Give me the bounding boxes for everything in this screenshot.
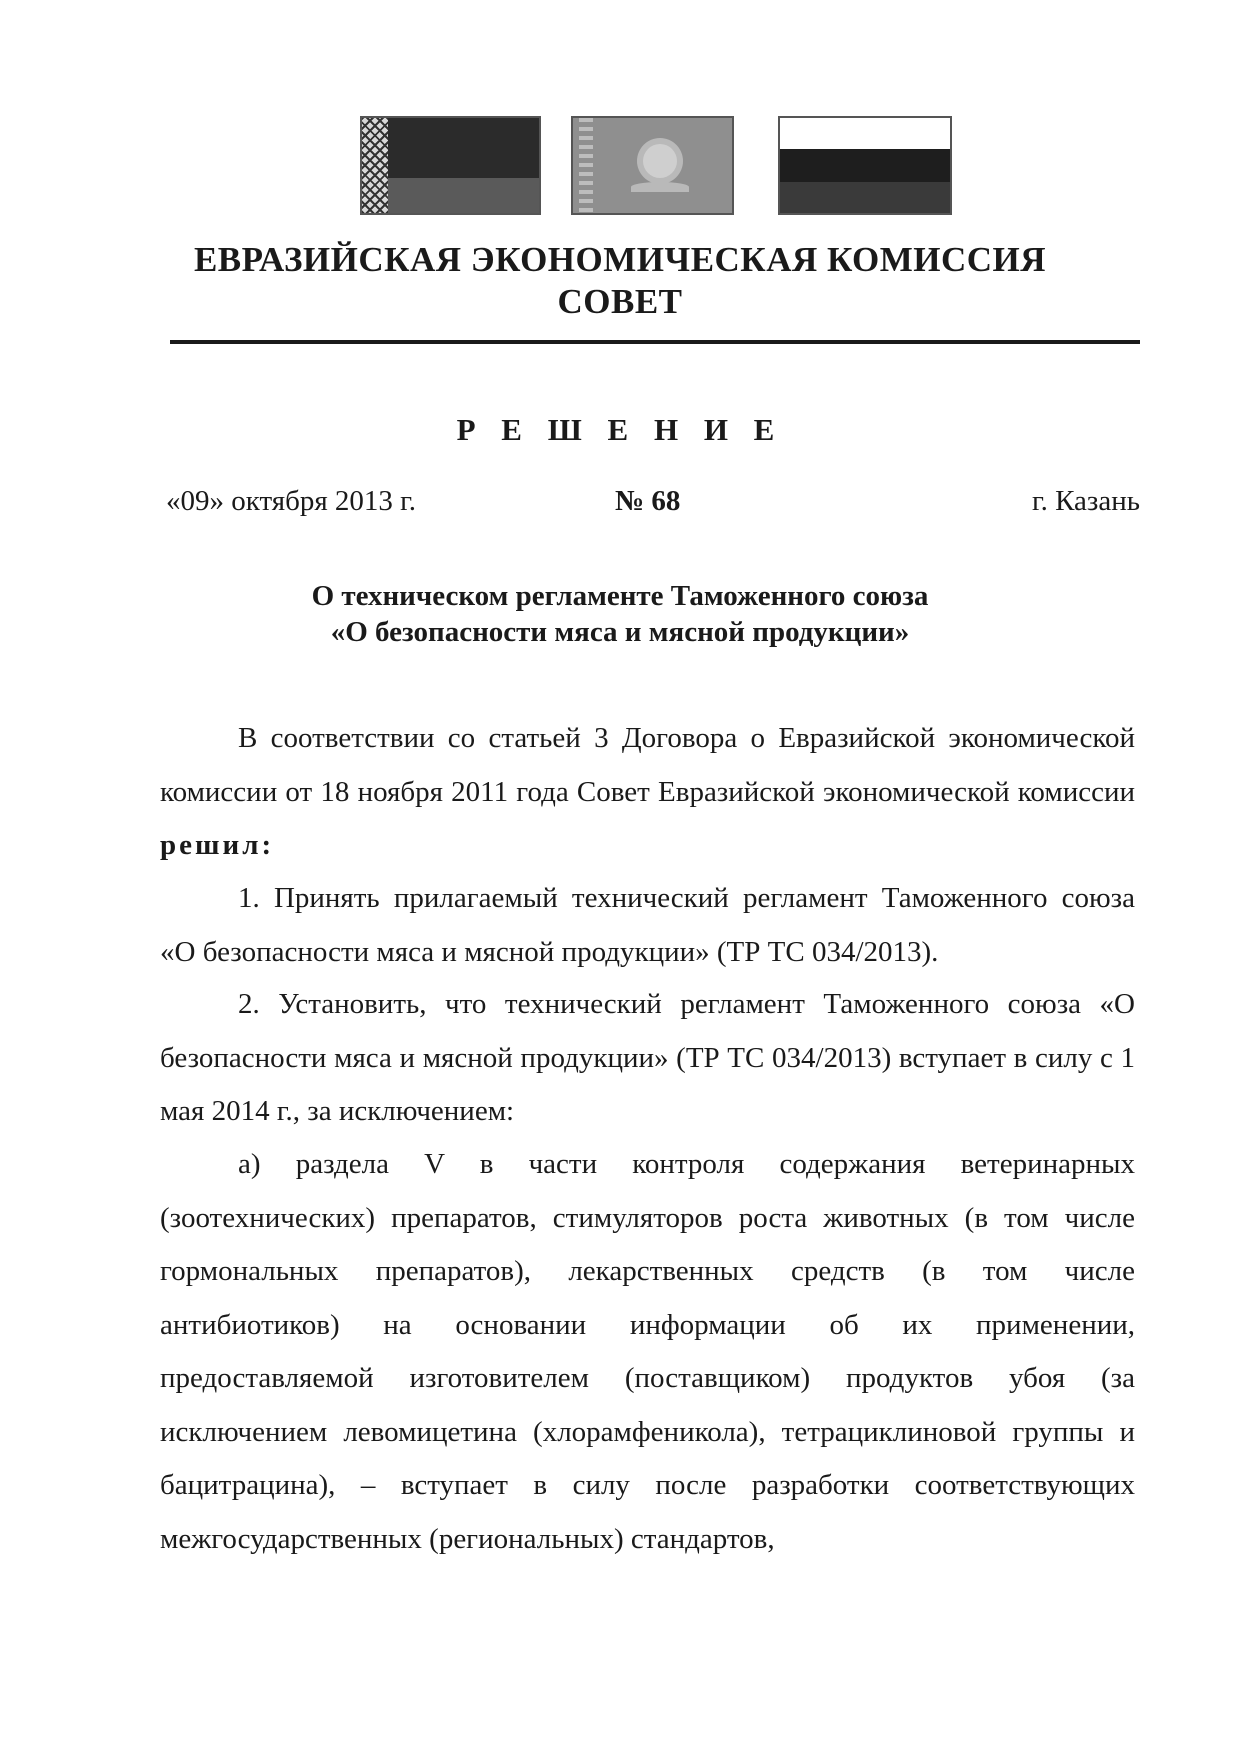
document-place: г. Казань xyxy=(1031,485,1140,517)
document-number: № 68 xyxy=(615,485,681,517)
russia-flag-icon xyxy=(778,116,952,215)
document-date: «09» октября 2013 г. xyxy=(166,485,417,517)
flags-row xyxy=(0,116,1240,216)
belarus-flag-icon xyxy=(360,116,541,215)
document-subject xyxy=(0,578,1240,650)
subject-line-1: О техническом регламенте Таможенного союза xyxy=(311,580,929,612)
organization-body: СОВЕТ xyxy=(557,282,683,321)
eagle-icon xyxy=(631,182,689,192)
preamble-paragraph xyxy=(160,712,1135,873)
item-2-paragraph: 2. Установить, что технический регламент Таможенного союза «О безопасности мяса и мясной продукции» (ТР ТС 034/2013) вступает в силу с 1 мая 2014 г., за исключением: xyxy=(160,988,1135,1127)
preamble-text: В соответствии со статьей 3 Договора о Евразийской экономической комиссии от 18 ноября 2011 года Совет Евразийской экономической комиссии xyxy=(160,722,1135,808)
document-type: Р Е Ш Е Н И Е xyxy=(456,412,784,447)
subject-line-2: «О безопасности мяса и мясной продукции» xyxy=(330,616,910,648)
item-1-paragraph: 1. Принять прилагаемый технический регламент Таможенного союза «О безопасности мяса и мясной продукции» (ТР ТС 034/2013). xyxy=(160,882,1135,968)
sun-icon xyxy=(643,144,677,178)
belarus-ornament xyxy=(362,118,389,213)
preamble-decided: решил: xyxy=(160,829,275,861)
organization-name: ЕВРАЗИЙСКАЯ ЭКОНОМИЧЕСКАЯ КОМИССИЯ xyxy=(193,240,1047,279)
kazakhstan-ornament xyxy=(579,118,593,213)
kazakhstan-flag-icon xyxy=(571,116,734,215)
header-divider xyxy=(170,340,1140,344)
item-2a-paragraph: а) раздела V в части контроля содержания ветеринарных (зоотехнических) препаратов, стимуляторов роста животных (в том числе гормональных препаратов), лекарственных средств (в том числе антибиотиков) на основании информации об их применении, предоставляемой изготовителем (поставщиком) продуктов убоя (за исключением левомицетина (хлорамфеникола), тетрациклиновой группы и бацитрацина), – вступает в силу после разработки соответствующих межгосударственных (региональных) стандартов, xyxy=(160,1148,1135,1555)
